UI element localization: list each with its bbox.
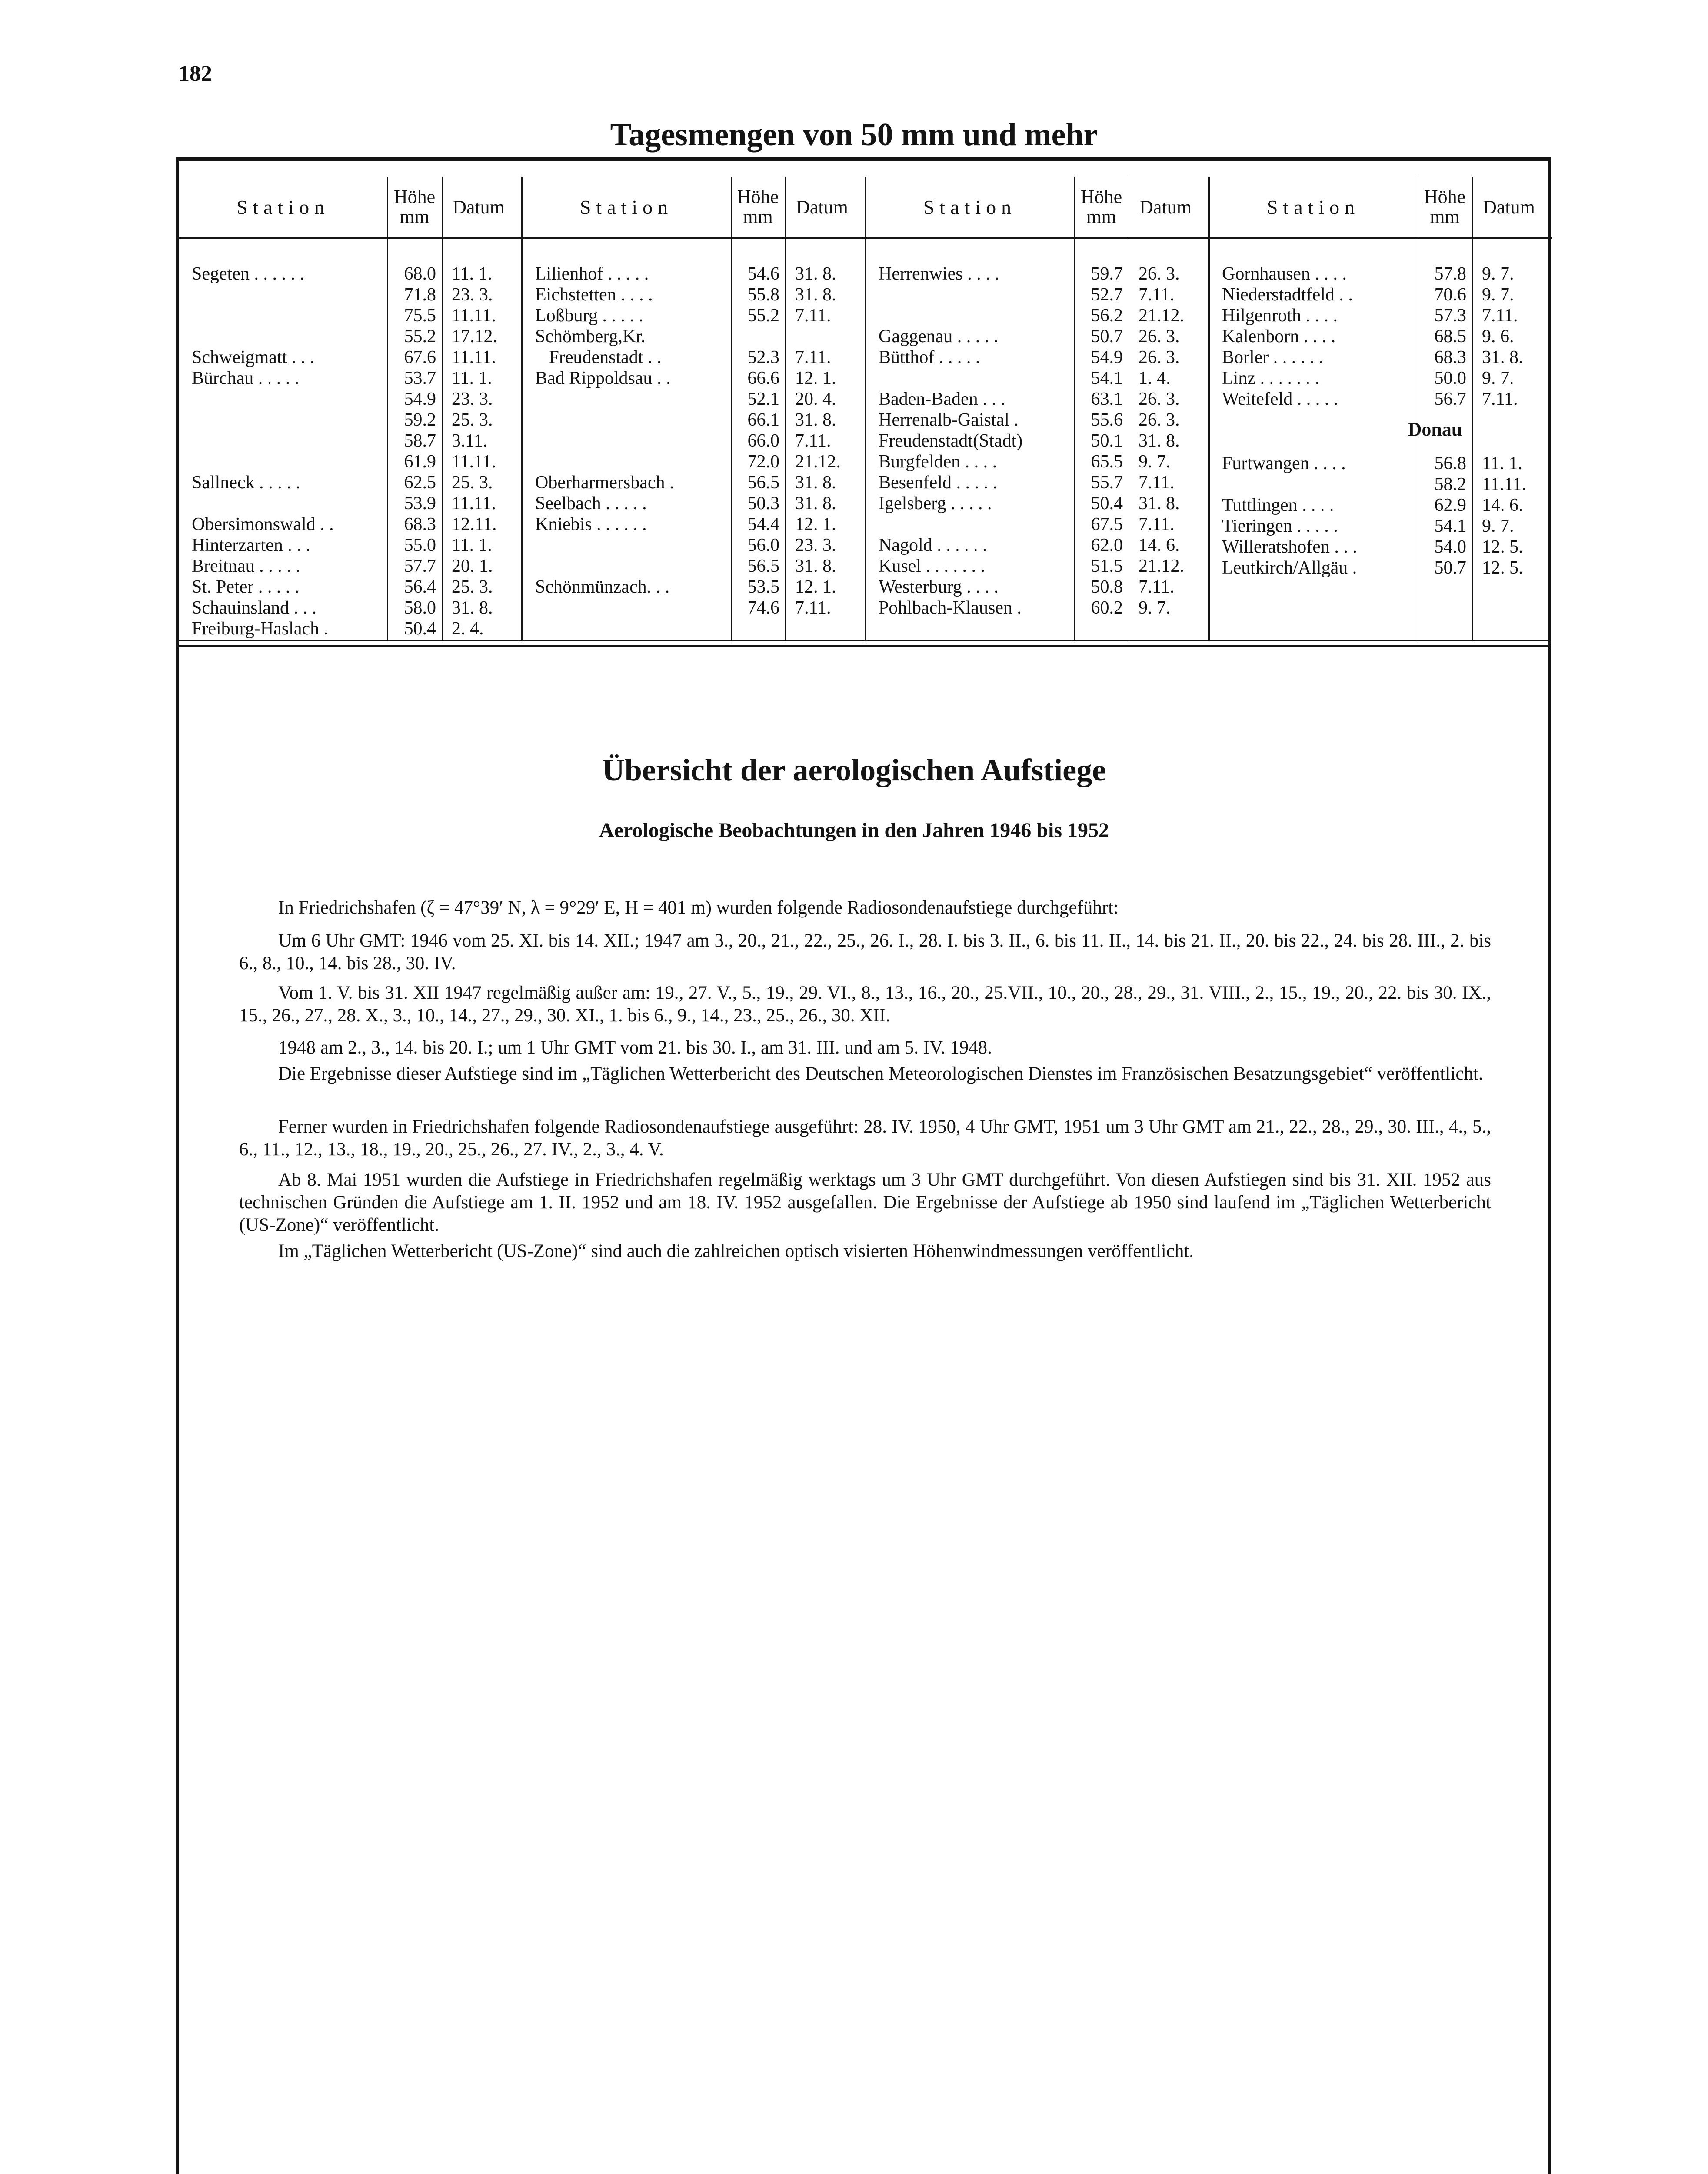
table-rows: [522, 263, 866, 618]
date-value: 25. 3.: [452, 410, 493, 430]
precipitation-value: 56.2: [1091, 306, 1123, 326]
section-subtitle: Aerologische Beobachtungen in den Jahren 1946 bis 1952: [599, 819, 1109, 842]
table-row: [179, 326, 522, 347]
station-name: Freudenstadt(Stadt): [879, 431, 1023, 451]
table-row: [522, 472, 866, 493]
precipitation-value: 75.5: [404, 306, 436, 326]
date-value: 3.11.: [452, 431, 488, 451]
precipitation-value: 52.1: [747, 389, 779, 409]
station-name: Seelbach . . . . .: [535, 493, 647, 513]
table-title: Tagesmengen von 50 mm und mehr: [610, 117, 1098, 153]
date-value: 21.12.: [1139, 306, 1184, 326]
date-value: 31. 8.: [452, 598, 493, 618]
date-value: 11.11.: [452, 306, 496, 326]
precipitation-value: 61.9: [404, 452, 436, 472]
date-value: 9. 6.: [1482, 327, 1514, 347]
table-row: [866, 577, 1209, 597]
precipitation-value: 54.9: [1091, 347, 1123, 367]
header-unit-label: mm: [1430, 206, 1460, 227]
precipitation-value: 54.1: [1091, 368, 1123, 388]
precipitation-value: 50.8: [1091, 577, 1123, 597]
station-name: Herrenalb-Gaistal .: [879, 410, 1019, 430]
station-name: Westerburg . . . .: [879, 577, 999, 597]
region-heading: Donau: [1408, 419, 1462, 440]
paragraph: 1948 am 2., 3., 14. bis 20. I.; um 1 Uhr GMT vom 21. bis 30. I., am 31. III. und am 5. IV. 1948.: [278, 1037, 992, 1058]
precipitation-value: 53.9: [404, 493, 436, 513]
station-name: Freudenstadt . .: [535, 347, 662, 367]
table-block: [1209, 161, 1552, 640]
header-datum-label: Datum: [796, 196, 848, 218]
table-row: [866, 514, 1209, 535]
station-name: Leutkirch/Allgäu .: [1222, 558, 1357, 578]
table-row: [1209, 347, 1552, 368]
table-row: [522, 326, 866, 347]
station-name: Willeratshofen . . .: [1222, 537, 1357, 557]
date-value: 31. 8.: [1139, 431, 1180, 451]
paragraph: Im „Täglichen Wetterbericht (US-Zone)“ sind auch die zahlreichen optisch visierten Höhenwindmessungen veröffentlicht.: [278, 1241, 1194, 1261]
date-value: 20. 4.: [795, 389, 836, 409]
header-unit-label: mm: [1086, 206, 1116, 227]
date-value: 23. 3.: [452, 285, 493, 305]
precipitation-value: 56.7: [1434, 389, 1466, 409]
table-row: [866, 389, 1209, 410]
station-name: Nagold . . . . . .: [879, 535, 987, 555]
table-row: [866, 430, 1209, 451]
precipitation-value: 62.5: [404, 473, 436, 493]
station-name: Tieringen . . . . .: [1222, 516, 1338, 536]
date-value: 11. 1.: [1482, 453, 1522, 473]
table-header: [1209, 177, 1552, 239]
date-value: 11. 1.: [452, 368, 492, 388]
date-value: 31. 8.: [1139, 493, 1180, 513]
paragraph: Ferner wurden in Friedrichshafen folgende Radiosondenaufstiege ausgeführt: 28. IV. 1950, 4 Uhr GMT, 1951 um 3 Uhr GMT am 21., 22., 28., 29., 30. III., 4., 5., 6., 11., 12., 13., 18., 19., 20., 25., 26., 27. IV., 2., 3., 4. V.: [239, 1117, 1491, 1160]
table-row: [522, 556, 866, 577]
date-value: 23. 3.: [452, 389, 493, 409]
table-row: [522, 305, 866, 326]
header-datum: [442, 177, 516, 237]
precipitation-value: 65.5: [1091, 452, 1123, 472]
table-rows: [866, 263, 1209, 618]
date-value: 31. 8.: [795, 285, 836, 305]
table-row: [522, 430, 866, 451]
date-value: 12. 1.: [795, 577, 836, 597]
table-row: [1209, 537, 1552, 557]
station-name: Herrenwies . . . .: [879, 264, 999, 284]
date-value: 26. 3.: [1139, 410, 1180, 430]
date-value: 31. 8.: [795, 556, 836, 576]
station-name: Freiburg-Haslach .: [192, 619, 329, 639]
date-value: 14. 6.: [1139, 535, 1180, 555]
table-row: [179, 597, 522, 618]
date-value: 31. 8.: [795, 410, 836, 430]
precipitation-value: 52.3: [747, 347, 779, 367]
table-row: [1209, 474, 1552, 495]
precipitation-value: 59.2: [404, 410, 436, 430]
precipitation-value: 52.7: [1091, 285, 1123, 305]
station-name: Furtwangen . . . .: [1222, 453, 1346, 473]
table-row: [1209, 516, 1552, 537]
station-name: Linz . . . . . . .: [1222, 368, 1319, 388]
station-name: Besenfeld . . . . .: [879, 473, 997, 493]
date-value: 31. 8.: [795, 493, 836, 513]
date-value: 12. 1.: [795, 368, 836, 388]
station-name: Segeten . . . . . .: [192, 264, 304, 284]
date-value: 7.11.: [795, 598, 831, 618]
table-header: [522, 177, 866, 239]
table-row: [866, 472, 1209, 493]
precipitation-value: 56.5: [747, 556, 779, 576]
precipitation-value: 50.7: [1091, 327, 1123, 347]
date-value: 7.11.: [1139, 577, 1175, 597]
precipitation-value: 50.4: [404, 619, 436, 639]
table-row: [179, 389, 522, 410]
table-row: [866, 284, 1209, 305]
table-row: [522, 535, 866, 556]
date-value: 21.12.: [1139, 556, 1184, 576]
date-value: 7.11.: [795, 431, 831, 451]
station-name: Bad Rippoldsau . .: [535, 368, 671, 388]
station-name: Kalenborn . . . .: [1222, 327, 1336, 347]
precipitation-value: 56.0: [747, 535, 779, 555]
date-value: 7.11.: [1139, 285, 1175, 305]
date-value: 17.12.: [452, 327, 497, 347]
date-value: 26. 3.: [1139, 389, 1180, 409]
table-row: [1209, 368, 1552, 389]
header-station-label: Station: [923, 196, 1017, 218]
date-value: 14. 6.: [1482, 495, 1523, 515]
table-row: [1209, 453, 1552, 474]
header-datum-label: Datum: [453, 196, 505, 218]
table-row: [866, 305, 1209, 326]
paragraph: Ab 8. Mai 1951 wurden die Aufstiege in Friedrichshafen regelmäßig werktags um 3 Uhr GMT durchgeführt. Von diesen Aufstiegen sind bis 31. XII. 1952 aus technischen Gründen die Aufstiege am 1. II. 1952 und am 18. IV. 1952 ausgefallen. Die Ergebnisse der Aufstiege ab 1950 sind laufend im „Täglichen Wetterbericht (US-Zone)“ veröffentlicht.: [239, 1170, 1491, 1235]
table-row: [522, 368, 866, 389]
header-hoehe-label: Höhe: [393, 186, 436, 207]
precipitation-value: 70.6: [1434, 285, 1466, 305]
date-value: 20. 1.: [452, 556, 493, 576]
header-hoehe: [1418, 177, 1472, 237]
header-hoehe-label: Höhe: [1080, 186, 1122, 207]
date-value: 9. 7.: [1482, 516, 1514, 536]
table-row: [1209, 305, 1552, 326]
table-row: [179, 556, 522, 577]
table-row: [522, 389, 866, 410]
header-hoehe: [1074, 177, 1129, 237]
station-name: Igelsberg . . . . .: [879, 493, 992, 513]
precipitation-value: 56.4: [404, 577, 436, 597]
header-unit-label: mm: [743, 206, 773, 227]
date-value: 25. 3.: [452, 577, 493, 597]
precipitation-value: 51.5: [1091, 556, 1123, 576]
header-datum-label: Datum: [1483, 196, 1535, 218]
table-row: [179, 305, 522, 326]
precipitation-value: 57.3: [1434, 306, 1466, 326]
table-row: [1209, 557, 1552, 578]
table-row: [179, 347, 522, 368]
precipitation-value: 62.0: [1091, 535, 1123, 555]
date-value: 9. 7.: [1139, 598, 1171, 618]
header-unit-label: mm: [400, 206, 429, 227]
header-hoehe-label: Höhe: [737, 186, 779, 207]
header-station: [179, 177, 387, 237]
station-name: Weitefeld . . . . .: [1222, 389, 1338, 409]
table-block: [179, 161, 522, 640]
paragraph: Die Ergebnisse dieser Aufstiege sind im „Täglichen Wetterbericht des Deutschen Meteorologischen Dienstes im Französischen Besatzungsgebiet“ veröffentlicht.: [278, 1064, 1483, 1084]
date-value: 7.11.: [795, 306, 831, 326]
precipitation-value: 55.7: [1091, 473, 1123, 493]
header-hoehe: [387, 177, 442, 237]
date-value: 31. 8.: [795, 264, 836, 284]
header-datum: [1472, 177, 1546, 237]
station-name: Bütthof . . . . .: [879, 347, 980, 367]
date-value: 11. 1.: [452, 264, 492, 284]
precipitation-value: 55.6: [1091, 410, 1123, 430]
station-name: Breitnau . . . . .: [192, 556, 300, 576]
table-row: [866, 368, 1209, 389]
table-row: [522, 577, 866, 597]
precipitation-value: 54.9: [404, 389, 436, 409]
header-datum-label: Datum: [1139, 196, 1192, 218]
table-row: [179, 263, 522, 284]
precipitation-value: 54.1: [1434, 516, 1466, 536]
station-name: Gaggenau . . . . .: [879, 327, 999, 347]
date-value: 9. 7.: [1482, 285, 1514, 305]
table-row: [179, 284, 522, 305]
station-name: Schauinsland . . .: [192, 598, 316, 618]
table-header: [866, 177, 1209, 239]
table-row: [866, 326, 1209, 347]
table-rows: [179, 263, 522, 639]
precipitation-value: 55.0: [404, 535, 436, 555]
paragraph: Um 6 Uhr GMT: 1946 vom 25. XI. bis 14. XII.; 1947 am 3., 20., 21., 22., 25., 26. I., 28. I. bis 3. II., 6. bis 11. II., 14. bis 21. II., 20. bis 22., 24. bis 28. III., 2. bis 6., 8., 10., 14. bis 28., 30. IV.: [239, 930, 1491, 974]
station-name: Baden-Baden . . .: [879, 389, 1005, 409]
table-row: [866, 410, 1209, 430]
precipitation-value: 54.6: [747, 264, 779, 284]
paragraph: In Friedrichshafen (ζ = 47°39′ N, λ = 9°29′ E, H = 401 m) wurden folgende Radiosondenaufstiege durchgeführt:: [278, 897, 1119, 918]
date-value: 7.11.: [1139, 514, 1175, 534]
table-row: [1209, 263, 1552, 284]
station-name: Burgfelden . . . .: [879, 452, 997, 472]
table-block: [866, 161, 1209, 640]
station-name: Kniebis . . . . . .: [535, 514, 647, 534]
table-block: [522, 161, 866, 640]
table-rows: [1209, 263, 1552, 578]
precipitation-value: 63.1: [1091, 389, 1123, 409]
date-value: 11.11.: [452, 452, 496, 472]
date-value: 12. 5.: [1482, 558, 1523, 578]
table-row: [522, 493, 866, 514]
precipitation-value: 55.2: [404, 327, 436, 347]
header-hoehe-label: Höhe: [1424, 186, 1466, 207]
station-name: Schönmünzach. . .: [535, 577, 670, 597]
page-number: 182: [178, 61, 212, 86]
date-value: 9. 7.: [1482, 368, 1514, 388]
table-bottom-rule-thick: [179, 645, 1548, 647]
date-value: 7.11.: [795, 347, 831, 367]
header-hoehe: [731, 177, 785, 237]
table-row: [179, 472, 522, 493]
station-name: Obersimonswald . .: [192, 514, 334, 534]
precipitation-value: 50.7: [1434, 558, 1466, 578]
table-row: [1209, 284, 1552, 305]
station-name: Hilgenroth . . . .: [1222, 306, 1338, 326]
date-value: 7.11.: [1139, 473, 1175, 493]
table-row: [179, 535, 522, 556]
date-value: 31. 8.: [795, 473, 836, 493]
header-station-label: Station: [1266, 196, 1360, 218]
precipitation-value: 55.8: [747, 285, 779, 305]
precipitation-value: 50.4: [1091, 493, 1123, 513]
precipitation-value: 67.6: [404, 347, 436, 367]
precipitation-value: 58.0: [404, 598, 436, 618]
paragraph: Vom 1. V. bis 31. XII 1947 regelmäßig außer am: 19., 27. V., 5., 19., 29. VI., 8., 13., 16., 20., 25.VII., 10., 20., 28., 29., 31. VIII., 2., 15., 19., 20., 22. bis 30. IX., 15., 26., 27., 28. X., 3., 10., 14., 27., 29., 30. XI., 1. bis 6., 9., 14., 23., 25., 26., 30. XII.: [239, 983, 1491, 1026]
precipitation-value: 50.0: [1434, 368, 1466, 388]
station-name: Gornhausen . . . .: [1222, 264, 1347, 284]
section-title: Übersicht der aerologischen Aufstiege: [602, 753, 1106, 787]
table-row: [866, 556, 1209, 577]
precipitation-value: 66.0: [747, 431, 779, 451]
table-header: [179, 177, 522, 239]
date-value: 11. 1.: [452, 535, 492, 555]
table-row: [179, 430, 522, 451]
table-row: [179, 618, 522, 639]
station-name: Sallneck . . . . .: [192, 473, 300, 493]
date-value: 9. 7.: [1139, 452, 1171, 472]
date-value: 25. 3.: [452, 473, 493, 493]
table-row: [179, 493, 522, 514]
precipitation-value: 56.8: [1434, 453, 1466, 473]
table-row: [522, 263, 866, 284]
station-name: Schweigmatt . . .: [192, 347, 315, 367]
precipitation-value: 50.1: [1091, 431, 1123, 451]
station-name: St. Peter . . . . .: [192, 577, 300, 597]
station-name: Tuttlingen . . . .: [1222, 495, 1334, 515]
table-row: [866, 493, 1209, 514]
date-value: 12. 1.: [795, 514, 836, 534]
precipitation-value: 66.6: [747, 368, 779, 388]
date-value: 11.11.: [452, 493, 496, 513]
date-value: 11.11.: [452, 347, 496, 367]
station-name: Pohlbach-Klausen .: [879, 598, 1022, 618]
date-value: 7.11.: [1482, 389, 1518, 409]
table-row: [866, 451, 1209, 472]
station-name: Lilienhof . . . . .: [535, 264, 649, 284]
header-station: [1209, 177, 1418, 237]
table-row: [179, 451, 522, 472]
table-row: [179, 514, 522, 535]
table-row: [522, 451, 866, 472]
table-row: [1209, 326, 1552, 347]
table-row: [179, 577, 522, 597]
date-value: 12.11.: [452, 514, 497, 534]
date-value: 26. 3.: [1139, 327, 1180, 347]
header-datum: [785, 177, 859, 237]
table-row: [1209, 495, 1552, 516]
station-name: Eichstetten . . . .: [535, 285, 653, 305]
date-value: 21.12.: [795, 452, 841, 472]
date-value: 31. 8.: [1482, 347, 1523, 367]
precipitation-value: 59.7: [1091, 264, 1123, 284]
header-station-label: Station: [236, 196, 330, 218]
date-value: 1. 4.: [1139, 368, 1171, 388]
table-row: [522, 410, 866, 430]
table-row: [179, 368, 522, 389]
precipitation-value: 58.2: [1434, 474, 1466, 494]
date-value: 9. 7.: [1482, 264, 1514, 284]
table-row: [866, 263, 1209, 284]
table-row: [522, 347, 866, 368]
table-row: [866, 347, 1209, 368]
precipitation-value: 71.8: [404, 285, 436, 305]
station-name: Kusel . . . . . . .: [879, 556, 985, 576]
station-name: Niederstadtfeld . .: [1222, 285, 1353, 305]
date-value: 26. 3.: [1139, 347, 1180, 367]
station-name: Bürchau . . . . .: [192, 368, 300, 388]
table-row: [522, 284, 866, 305]
header-station: [866, 177, 1074, 237]
precipitation-value: 58.7: [404, 431, 436, 451]
table-row: [522, 514, 866, 535]
precipitation-value: 50.3: [747, 493, 779, 513]
precipitation-value: 60.2: [1091, 598, 1123, 618]
station-name: Hinterzarten . . .: [192, 535, 310, 555]
header-station: [522, 177, 731, 237]
precipitation-value: 66.1: [747, 410, 779, 430]
precipitation-value: 57.7: [404, 556, 436, 576]
header-station-label: Station: [579, 196, 673, 218]
precipitation-value: 53.5: [747, 577, 779, 597]
table-row: [866, 597, 1209, 618]
table-row: [866, 535, 1209, 556]
station-name: Borler . . . . . .: [1222, 347, 1324, 367]
precipitation-value: 68.0: [404, 264, 436, 284]
table-row: [179, 410, 522, 430]
precipitation-value: 53.7: [404, 368, 436, 388]
precipitation-value: 68.5: [1434, 327, 1466, 347]
precipitation-value: 67.5: [1091, 514, 1123, 534]
precipitation-value: 55.2: [747, 306, 779, 326]
station-name: Loßburg . . . . .: [535, 306, 643, 326]
precipitation-value: 54.0: [1434, 537, 1466, 557]
precipitation-table: [176, 157, 1551, 2174]
table-bottom-rule: [179, 640, 1548, 641]
precipitation-value: 54.4: [747, 514, 779, 534]
table-row: [522, 597, 866, 618]
header-datum: [1129, 177, 1202, 237]
region-heading-row: [1209, 410, 1552, 453]
date-value: 23. 3.: [795, 535, 836, 555]
date-value: 26. 3.: [1139, 264, 1180, 284]
precipitation-value: 72.0: [747, 452, 779, 472]
station-name: Oberharmersbach .: [535, 473, 674, 493]
precipitation-value: 57.8: [1434, 264, 1466, 284]
date-value: 7.11.: [1482, 306, 1518, 326]
precipitation-value: 62.9: [1434, 495, 1466, 515]
date-value: 2. 4.: [452, 619, 484, 639]
date-value: 11.11.: [1482, 474, 1526, 494]
station-name: Schömberg,Kr.: [535, 327, 646, 347]
precipitation-value: 74.6: [747, 598, 779, 618]
date-value: 12. 5.: [1482, 537, 1523, 557]
precipitation-value: 56.5: [747, 473, 779, 493]
precipitation-value: 68.3: [1434, 347, 1466, 367]
table-row: [1209, 389, 1552, 410]
precipitation-value: 68.3: [404, 514, 436, 534]
